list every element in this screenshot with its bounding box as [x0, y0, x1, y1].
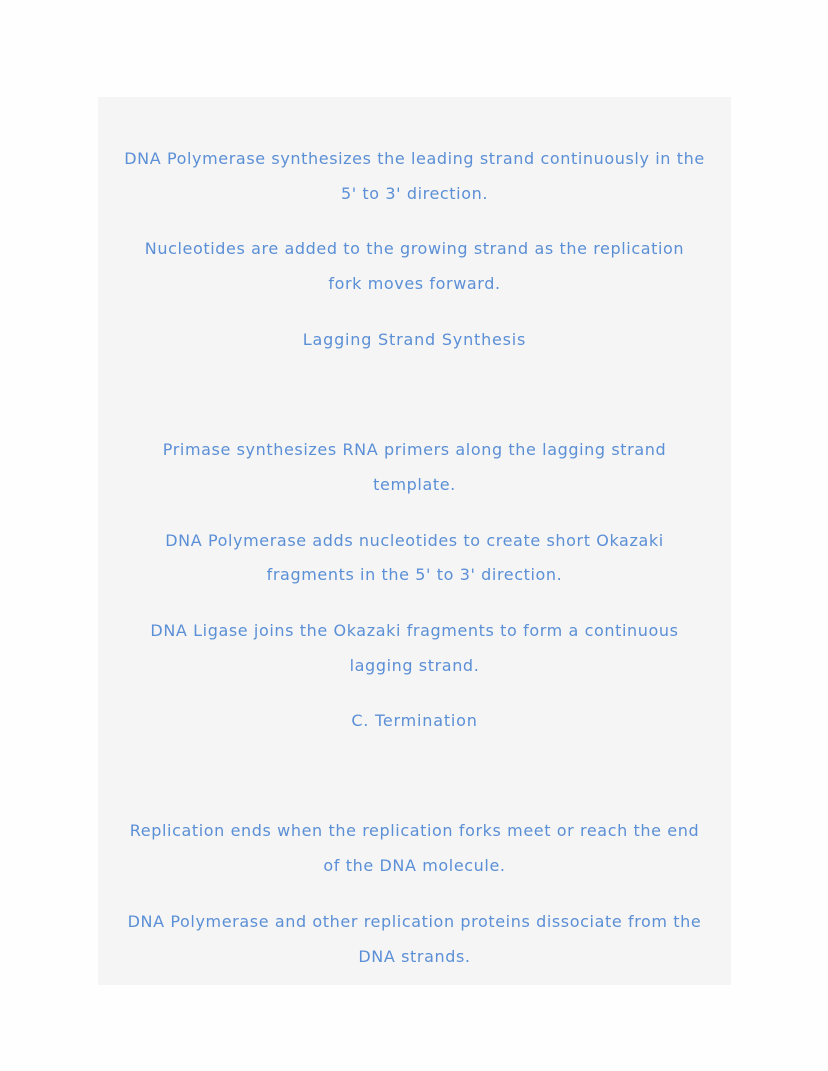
termination-paragraph-2-line-1: DNA Polymerase and other replication proteins dissociate from the: [127, 912, 702, 931]
leading-paragraph-1-line-2: 5' to 3' direction.: [340, 184, 489, 203]
lagging-paragraph-1-line-1: Primase synthesizes RNA primers along the lagging strand: [162, 440, 667, 459]
leading-paragraph-1-line-1: DNA Polymerase synthesizes the leading strand continuously in the: [124, 149, 705, 168]
lagging-paragraph-2-line-2: fragments in the 5' to 3' direction.: [266, 565, 563, 584]
lagging-paragraph-2-line-1: DNA Polymerase adds nucleotides to create short Okazaki: [165, 531, 664, 550]
termination-paragraph-2-line-2: DNA strands.: [358, 947, 471, 966]
termination-paragraph-1-line-1: Replication ends when the replication forks meet or reach the end: [129, 821, 700, 840]
termination-paragraph-1-line-2: of the DNA molecule.: [323, 856, 506, 875]
lagging-paragraph-3-line-2: lagging strand.: [349, 656, 480, 675]
lagging-paragraph-1-line-2: template.: [373, 475, 456, 494]
lagging-strand-heading: Lagging Strand Synthesis: [302, 330, 527, 349]
lagging-paragraph-3-line-1: DNA Ligase joins the Okazaki fragments to form a continuous: [150, 621, 679, 640]
notes-card: [98, 97, 731, 985]
leading-paragraph-2-line-1: Nucleotides are added to the growing strand as the replication: [144, 239, 685, 258]
termination-heading: C. Termination: [351, 711, 478, 730]
leading-paragraph-2-line-2: fork moves forward.: [328, 274, 501, 293]
